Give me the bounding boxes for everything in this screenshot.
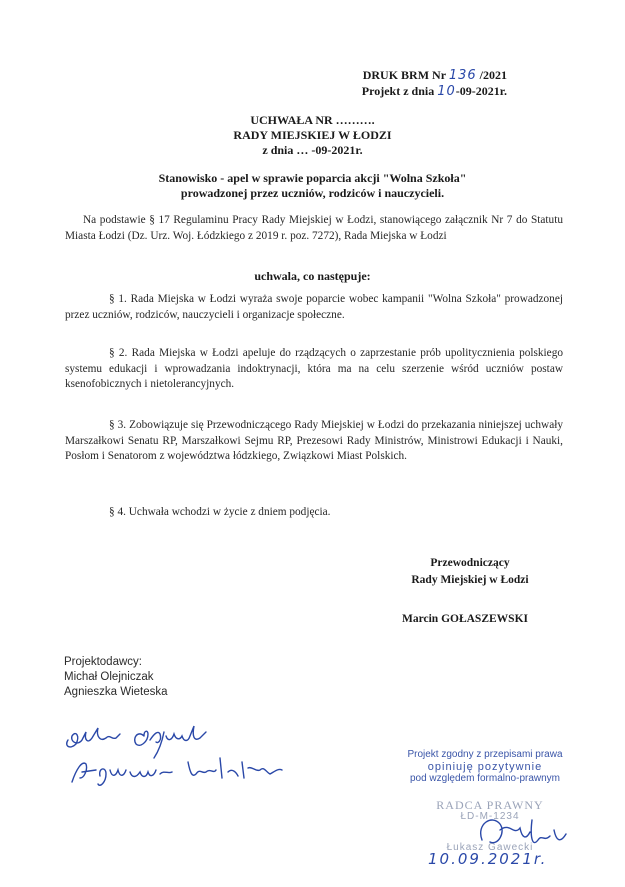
projekt-date-line — [362, 83, 507, 99]
projekt-day-handwritten: 10 — [437, 84, 456, 99]
signature-wieteska — [72, 758, 282, 785]
projekt-date-rest: -09-2021r. — [455, 84, 507, 98]
handwritten-signatures — [60, 712, 300, 792]
stamp-line-2: opiniuję pozytywnie — [427, 761, 543, 773]
resolution-title — [0, 171, 625, 201]
druk-year: /2021 — [479, 68, 507, 82]
projekt-label: Projekt z dnia — [361, 84, 435, 98]
signature-title-1: Przewodniczący — [430, 557, 510, 569]
resolution-date: z dnia … -09-2021r. — [262, 143, 363, 157]
paragraph-2-text: § 2. Rada Miejska w Łodzi apeluje do rządzących o zaprzestanie prób upolitycznienia polskiego systemu edukacji i wprowadzania indoktrynacji, która ma na celu szerzenie wśród uczniów postaw ksenofobicznych i nietolerancyjnych. — [65, 347, 563, 390]
projektodawca-1: Michał Olejniczak — [64, 671, 154, 683]
druk-number-line — [362, 67, 507, 83]
preamble — [65, 213, 563, 244]
projektodawcy-label: Projektodawcy: — [64, 656, 142, 668]
druk-label: DRUK BRM Nr — [362, 68, 446, 82]
preamble-text: Na podstawie § 17 Regulaminu Pracy Rady Miejskiej w Łodzi, stanowiącego załącznik Nr 7 do Statutu Miasta Łodzi (Dz. Urz. Woj. Łódzkiego z 2019 r. poz. 7272), Rada Miejska w Łodzi — [65, 214, 563, 242]
title-line-1: Stanowisko - apel w sprawie poparcia akcji "Wolna Szkoła" — [158, 171, 467, 185]
council-name: RADY MIEJSKIEJ W ŁODZI — [233, 128, 392, 142]
druk-header — [362, 67, 507, 99]
stamp-line-3: pod względem formalno-prawnym — [409, 773, 561, 784]
signature-olejniczak — [67, 726, 206, 758]
faded-stamp-line-3: Łukasz Gawecki — [446, 842, 534, 853]
projektodawcy — [64, 655, 168, 700]
stamp-line-1: Projekt zgodny z przepisami prawa — [407, 749, 563, 760]
stamp-handwritten-date: 10.09.2021r. — [428, 850, 548, 868]
signature-name: Marcin GOŁASZEWSKI — [402, 613, 528, 625]
resolves-line: uchwala, co następuje: — [254, 269, 371, 283]
paragraph-1 — [65, 292, 563, 323]
projektodawca-2: Agnieszka Wieteska — [64, 686, 168, 698]
legal-approval-stamp — [395, 749, 575, 785]
signature-title-2: Rady Miejskiej w Łodzi — [411, 574, 529, 586]
paragraph-1-text: § 1. Rada Miejska w Łodzi wyraża swoje poparcie wobec kampanii "Wolna Szkoła" prowadzonej przez uczniów, rodziców, nauczycieli i organizacje społeczne. — [65, 293, 563, 321]
paragraph-2 — [65, 346, 563, 393]
title-line-2: prowadzonej przez uczniów, rodziców i nauczycieli. — [180, 186, 445, 200]
paragraph-3 — [65, 418, 563, 465]
druk-number-handwritten: 136 — [448, 68, 477, 83]
faded-stamp-line-1: RADCA PRAWNY — [436, 798, 544, 812]
paragraph-4-text: § 4. Uchwała wchodzi w życie z dniem podjęcia. — [109, 506, 331, 518]
resolution-heading — [0, 113, 625, 158]
paragraph-3-text: § 3. Zobowiązuje się Przewodniczącego Rady Miejskiej w Łodzi do przekazania niniejszej uchwały Marszałkowi Senatu RP, Marszałkowi Sejmu RP, Prezesowi Rady Ministrów, Ministrowi Edukacji i Nauki, Posłom i Senatorom z województwa łódzkiego, Związkowi Miast Polskich. — [65, 419, 563, 462]
paragraph-4 — [65, 505, 563, 521]
signature-block — [380, 555, 560, 589]
uchwala-number: UCHWAŁA NR ………. — [250, 113, 375, 127]
faded-stamp-line-2: ŁD-M-1234 — [460, 811, 520, 822]
